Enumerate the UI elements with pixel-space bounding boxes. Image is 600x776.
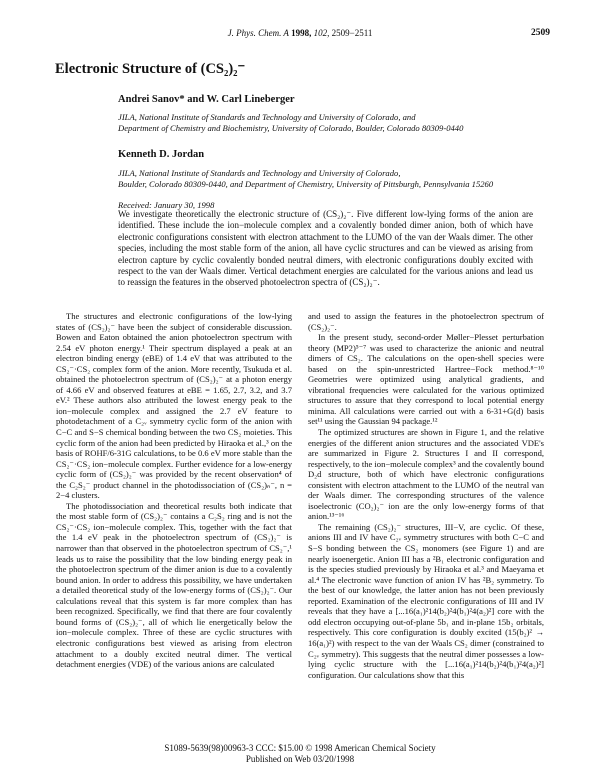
- body-column-right: [308, 311, 544, 680]
- author-affiliation: [118, 112, 463, 133]
- affiliation-line: Boulder, Colorado 80309-0440, and Department of Chemistry, University of Pittsburgh, Pennsylvania 15260: [118, 178, 494, 189]
- affiliation-line: JILA, National Institute of Standards and Technology and University of Colorado,: [118, 168, 401, 178]
- journal-name: J. Phys. Chem. A: [227, 28, 289, 38]
- affiliation-line: Department of Chemistry and Biochemistry, University of Colorado, Boulder, Colorado 80309-0440: [118, 122, 464, 133]
- author-names: Andrei Sanov* and W. Carl Lineberger: [118, 94, 295, 105]
- journal-pages: 2509−2511: [331, 28, 373, 38]
- body-column-left: [56, 311, 292, 670]
- author-affiliation: [118, 168, 493, 189]
- paragraph: The optimized structures are shown in Figure 1, and the relative energies of the different anion structures and the associated VDE's are summarized in Figure 2. Structures I and II correspond, respectively, to the ion−molecule complex³ and the covalently bound D₂d structure, both of which have electronic configurations consistent with electron attachment to the LUMO of the neutral van der Waals dimer. The corresponding structures of the valence isoelectronic (CO₂)₂⁻ ion are the only low-energy forms of that anion.¹³⁻¹⁶: [308, 427, 544, 522]
- journal-volume: 102,: [313, 28, 330, 38]
- paragraph: The structures and electronic configurations of the low-lying states of (CS₂)₂⁻ have been the subject of considerable discussion. Bowen and Eaton obtained the anion photoelectron spectrum with 2.54 eV photon energy.¹ Their spectrum displayed a peak at an electron binding energy (eBE) of 1.4 eV that was attributed to the CS₂⁻·CS₂ complex form of the anion. More recently, Tsukuda et al. obtained the photoelectron spectrum of (CS₂)₂⁻ at a photon energy of 4.66 eV and observed features at eBE = 1.65, 2.7, 3.2, and 3.7 eV.² These authors also attributed the lowest energy peak to the ion−molecule complex and assigned the 2.7 eV feature to photodetachment of a C₂ᵥ symmetry cyclic form of the anion with C−C and S−S chemical bonding between the two CS₂ moieties. This cyclic form of the anion had been predicted by Hiraoka et al.,³ on the basis of ROHF/6-31G calculations, to be 0.6 eV more stable than the CS₂⁻·CS₂ ion−molecule complex. Further evidence for a low-energy cyclic form of (CS₂)₂⁻ was provided by the recent observation⁴ of the C₂S₂⁻ product channel in the photodissociation of (CS₂)ₙ⁻, n = 2−4 clusters.: [56, 311, 292, 501]
- paragraph: and used to assign the features in the photoelectron spectrum of (CS₂)₂⁻.: [308, 311, 544, 332]
- abstract: We investigate theoretically the electronic structure of (CS₂)₂⁻. Five different low-lying forms of the anion are identified. These include the ion−molecule complex and a covalently bonded dimer anion, both of which have electronic configurations consistent with electron attachment to the LUMO of the van der Waals dimer. The other species, including the most stable form of the anion, all have cyclic structures and can be viewed as arising from electron capture by cyclic covalently bonded neutral dimers, with electronic configurations doubly excited with respect to the van der Waals dimer. Vertical detachment energies are calculated for the various anions and lead us to reassign the features in the observed photoelectron spectra of (CS₂)₂⁻.: [118, 209, 533, 288]
- paragraph: The remaining (CS₂)₂⁻ structures, III−V, are cyclic. Of these, anions III and IV have C₂ᵥ symmetry structures with both C−C and S−S bonding between the CS₂ monomers (see Figure 1) and are nearly isoenergetic. Anion III has a ²B₁ electronic configuration and is the species studied previously by Hiraoka et al.³ and Maeyama et al.⁴ The electronic wave function of anion IV has ²B₂ symmetry. To the best of our knowledge, the latter anion has not been previously reported. Examination of the electronic configurations of III and IV reveals that they have a [...16(a₁)²14(b₂)²4(b₁)²4(a₂)²] core with the odd electron occupying out-of-plane 5b₁ and in-plane 15b₂ orbitals, respectively. This core configuration is doubly excited (15(b₂)² → 16(a₁)²) with respect to the van der Waals CS₂ dimer (constrained to C₂ᵥ symmetry). This suggests that the neutral dimer possesses a low-lying cyclic structure with the [...16(a₁)²14(b₂)²4(b₁)²4(a₂)²] configuration. Our calculations show that this: [308, 521, 544, 680]
- paragraph: The photodissociation and theoretical results both indicate that the most stable form of (CS₂)₂⁻ contains a C₂S₂ ring and is not the CS₂⁻·CS₂ ion−molecule complex. This, together with the fact that the 1.4 eV peak in the photoelectron spectrum of (CS₂)₂⁻ is narrower than that observed in the photoelectron spectrum of CS₂⁻,¹ leads us to raise the possibility that the low binding energy peak in the photoelectron spectrum of the dimer anion is due to a covalently bound anion. In order to address this possibility, we have undertaken a detailed theoretical study of the low-energy forms of (CS₂)₂⁻. Our calculations reveal that this system is far more complex than has been recognized. Specifically, we find that there are four covalently bound forms of (CS₂)₂⁻, all of which lie energetically below the ion−molecule complex. Three of these are cyclic structures with electronic configurations best viewed as arising from electron attachment to a doubly excited neutral dimer. The vertical detachment energies (VDE) of the various anions are calculated: [56, 500, 292, 670]
- author-names: Kenneth D. Jordan: [118, 149, 205, 160]
- received-date: Received: January 30, 1998: [118, 200, 215, 210]
- footer-copyright: S1089-5639(98)00963-3 CCC: $15.00 © 1998 American Chemical Society: [164, 743, 436, 753]
- affiliation-line: JILA, National Institute of Standards and Technology and University of Colorado, and: [118, 112, 416, 122]
- journal-year: 1998,: [291, 28, 312, 38]
- paragraph: In the present study, second-order Møller−Plesset perturbation theory (MP2)⁵⁻⁷ was used to characterize the anionic and neutral dimers of CS₂. The calculations on the open-shell species were based on the spin-unrestricted Hartree−Fock method.⁸⁻¹⁰ Geometries were optimized using analytical gradients, and vibrational frequencies were calculated for the various optimized structures to assure that they correspond to local potential energy minima. All calculations were carried out with a 6-31+G(d) basis set¹¹ using the Gaussian 94 package.¹²: [308, 332, 544, 427]
- article-title: Electronic Structure of (CS₂)₂⁻: [55, 61, 246, 77]
- page-number: 2509: [531, 28, 550, 38]
- footer-published: Published on Web 03/20/1998: [245, 754, 355, 764]
- running-header: [0, 28, 600, 38]
